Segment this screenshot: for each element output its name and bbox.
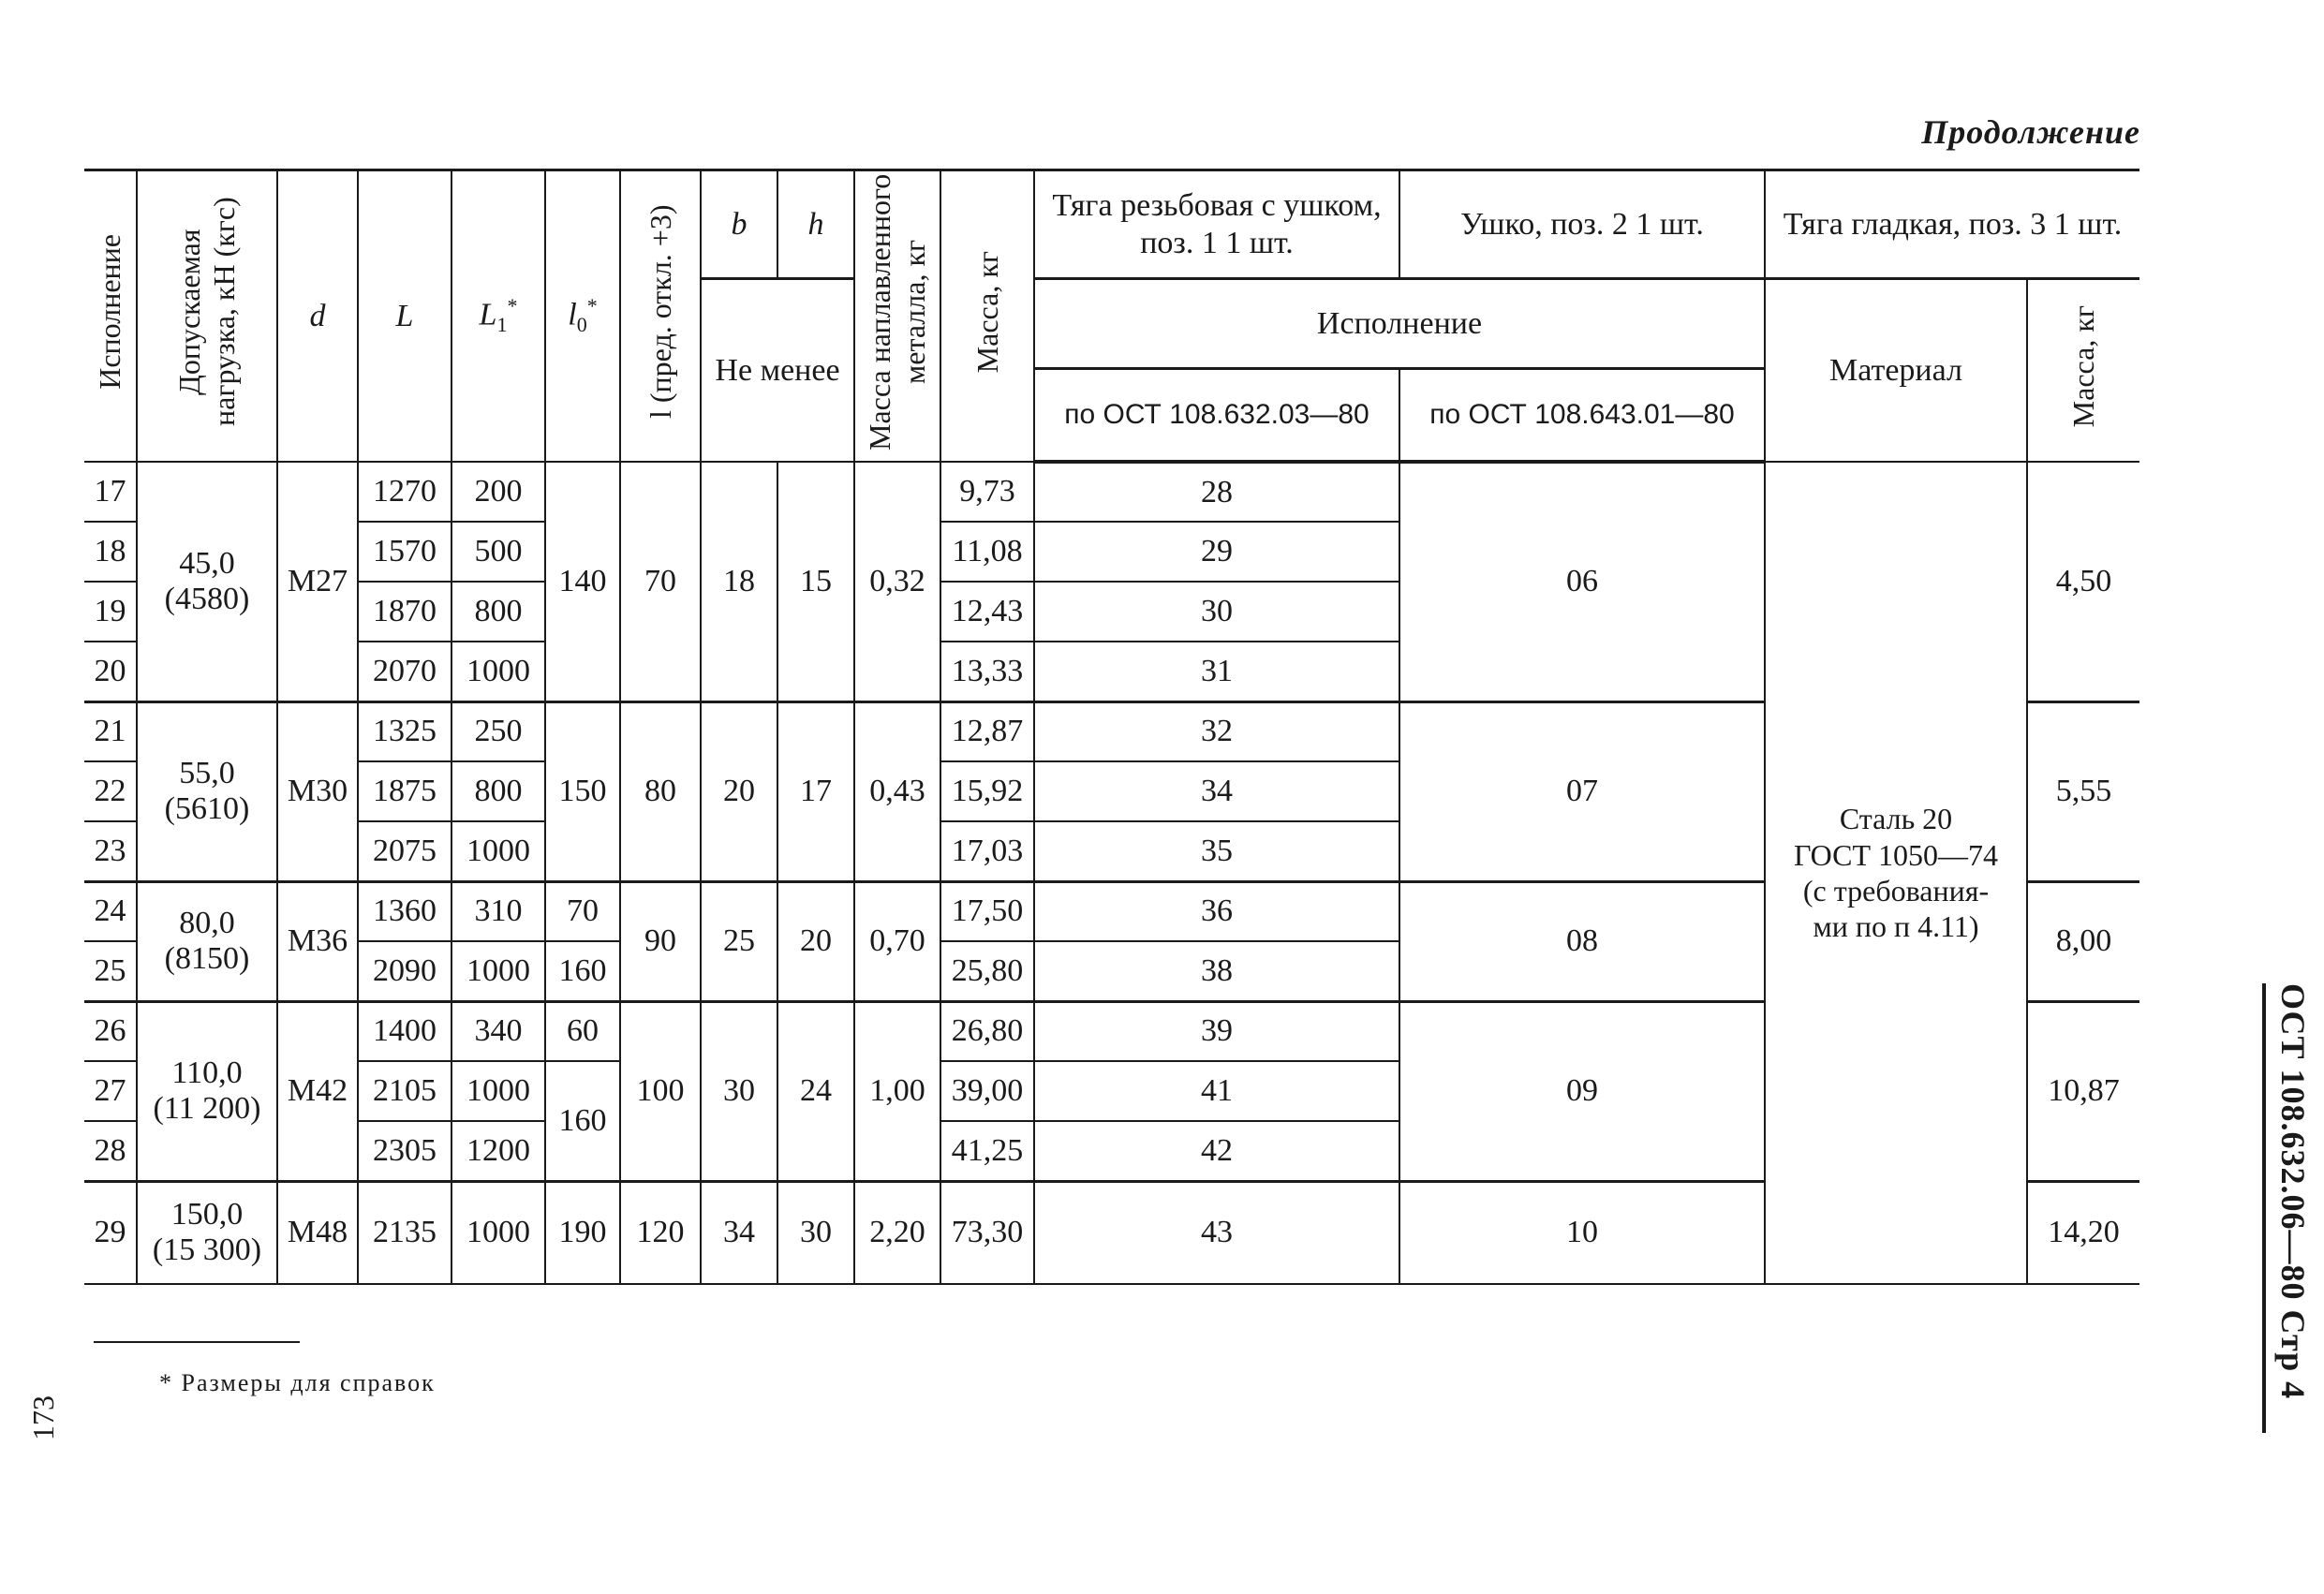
col-smooth-mass: Масса, кг — [2027, 279, 2139, 463]
col-eye: Ушко, поз. 2 1 шт. — [1399, 170, 1765, 279]
footnote: * Размеры для справок — [159, 1369, 436, 1396]
table-row: 18 1570 500 11,08 29 — [84, 522, 2139, 582]
table-row: 21 55,0 (5610) M30 1325 250 150 80 20 17 0,43 12,87 32 07 5,55 — [84, 701, 2139, 761]
parameters-table — [84, 169, 2139, 1285]
load-cell: 150,0 (15 300) — [137, 1181, 277, 1284]
table-row: 22 1875 800 15,92 34 — [84, 761, 2139, 821]
table-row: 23 2075 1000 17,03 35 — [84, 821, 2139, 881]
col-L: L — [358, 170, 451, 463]
load-cell: 55,0 (5610) — [137, 701, 277, 881]
col-l0: $l_0^*$ — [545, 170, 620, 463]
col-material: Материал — [1765, 279, 2027, 463]
table-row: 24 80,0 (8150) M36 1360 310 70 90 25 20 0,70 17,50 36 08 8,00 — [84, 881, 2139, 941]
table-row: 26 110,0 (11 200) M42 1400 340 60 100 30 24 1,00 26,80 39 09 10,87 — [84, 1001, 2139, 1061]
col-rod-smooth: Тяга гладкая, поз. 3 1 шт. — [1765, 170, 2139, 279]
table-row: 25 2090 1000 160 25,80 38 — [84, 941, 2139, 1001]
table-row: 29 150,0 (15 300) M48 2135 1000 190 120 34 30 2,20 73,30 43 10 14,20 — [84, 1181, 2139, 1284]
table-row: 27 2105 1000 160 39,00 41 — [84, 1061, 2139, 1121]
col-ost1: по ОСТ 108.632.03—80 — [1034, 368, 1399, 462]
table-row: 20 2070 1000 13,33 31 — [84, 642, 2139, 701]
col-b: b — [701, 170, 777, 279]
table-row: 19 1870 800 12,43 30 — [84, 582, 2139, 642]
footnote-divider — [94, 1341, 300, 1343]
col-not-less: Не менее — [701, 279, 854, 463]
document-code: ОСТ 108.632.06—80 Стр 4 — [2262, 983, 2313, 1433]
col-weld-mass: Масса наплавленного металла, кг — [854, 170, 940, 463]
load-cell: 80,0 (8150) — [137, 881, 277, 1001]
col-h: h — [777, 170, 854, 279]
col-d: d — [277, 170, 358, 463]
table-row: 17 45,0 (4580) M27 1270 200 140 70 18 15 0,32 9,73 28 06 Сталь 20 ГОСТ 1050—74 (с требования- ми по п 4.11) 4,50 — [84, 462, 2139, 522]
table-row: 28 2305 1200 41,25 42 — [84, 1121, 2139, 1181]
col-l-tol: l (пред. откл. +3) — [620, 170, 701, 463]
col-mass: Масса, кг — [940, 170, 1034, 463]
col-rod-threaded: Тяга резьбовая с ушком, поз. 1 1 шт. — [1034, 170, 1399, 279]
col-load: Допускаемая нагрузка, кН (кгс) — [137, 170, 277, 463]
page-number: 173 — [26, 1395, 60, 1440]
load-cell: 45,0 (4580) — [137, 462, 277, 701]
col-execution: Исполнение — [1034, 279, 1765, 369]
col-ispolnenie: Исполнение — [84, 170, 137, 463]
continued-label: Продолжение — [1921, 113, 2140, 151]
load-cell: 110,0 (11 200) — [137, 1001, 277, 1181]
material-cell: Сталь 20 ГОСТ 1050—74 (с требования- ми по п 4.11) — [1765, 462, 2027, 1284]
col-ost2: по ОСТ 108.643.01—80 — [1399, 368, 1765, 462]
col-L1: $L_1^*$ — [451, 170, 545, 463]
